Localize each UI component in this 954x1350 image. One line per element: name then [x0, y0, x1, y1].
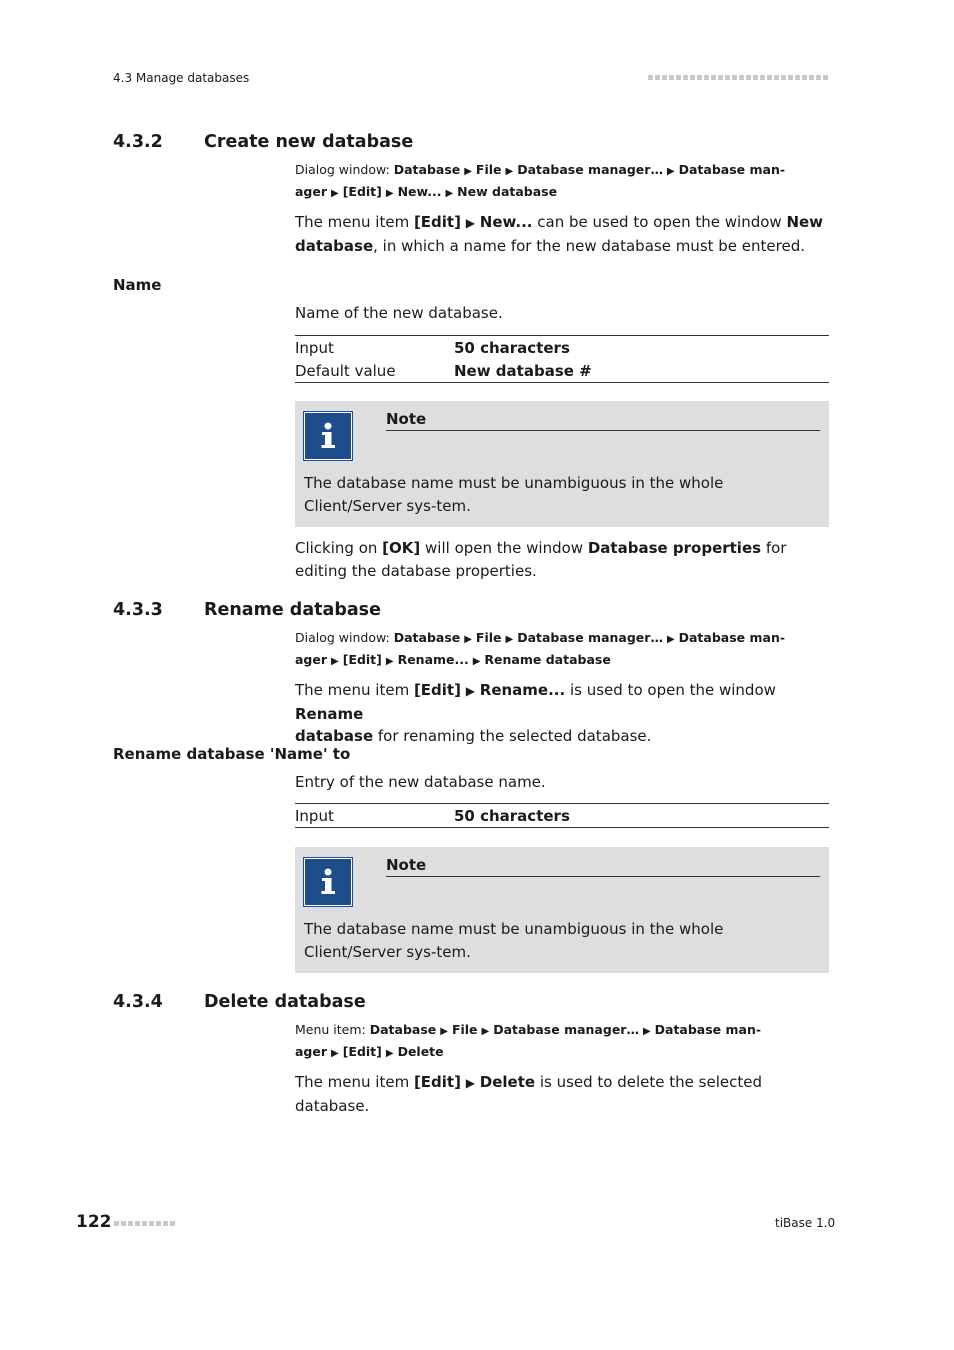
triangle-right-icon: ▶ [481, 1026, 490, 1037]
decoration-square [788, 75, 793, 80]
decoration-square [704, 75, 709, 80]
table-row: Input 50 characters [295, 338, 570, 357]
note-text: The database name must be unambiguous in the whole Client/Server sys-tem. [304, 920, 724, 961]
decoration-square [163, 1221, 168, 1226]
section-title: Delete database [204, 992, 366, 1012]
intro-paragraph: The menu item [Edit] ▶ New... can be used to open the window New database, in which a name for the new database must be entered. [295, 213, 824, 255]
decoration-square [655, 75, 660, 80]
decoration-square [725, 75, 730, 80]
decoration-square [149, 1221, 154, 1226]
menu-path: Menu item: Database ▶ File ▶ Database manager… ▶ Database man- ager ▶ [Edit] ▶ Delete [295, 1022, 762, 1059]
triangle-right-icon: ▶ [472, 656, 481, 667]
decoration-square [718, 75, 723, 80]
info-icon [304, 412, 352, 460]
triangle-right-icon: ▶ [464, 634, 472, 645]
decoration-square [114, 1221, 119, 1226]
decoration-square [767, 75, 772, 80]
triangle-right-icon: ▶ [331, 188, 339, 199]
section-number: 4.3.2 [113, 132, 163, 152]
decoration-square [774, 75, 779, 80]
decoration-square [690, 75, 695, 80]
decoration-square [156, 1221, 161, 1226]
decoration-square [753, 75, 758, 80]
page-number: 122 [76, 1212, 112, 1232]
running-head: 4.3 Manage databases [113, 71, 250, 85]
decoration-square [760, 75, 765, 80]
triangle-right-icon: ▶ [445, 188, 454, 199]
section-number: 4.3.4 [113, 992, 163, 1012]
decoration-square [739, 75, 744, 80]
decoration-square [648, 75, 653, 80]
decoration-square [816, 75, 821, 80]
triangle-right-icon: ▶ [465, 216, 475, 230]
decoration-square [121, 1221, 126, 1226]
header-decoration-squares [648, 75, 828, 80]
triangle-right-icon: ▶ [440, 1026, 448, 1037]
parameter-description: Entry of the new database name. [295, 773, 546, 791]
table-row: Input 50 characters [295, 806, 570, 825]
decoration-square [142, 1221, 147, 1226]
decoration-square [746, 75, 751, 80]
triangle-right-icon: ▶ [465, 1076, 475, 1090]
note-title: Note [386, 410, 820, 431]
triangle-right-icon: ▶ [331, 656, 339, 667]
triangle-right-icon: ▶ [505, 166, 514, 177]
triangle-right-icon: ▶ [331, 1048, 339, 1059]
parameter-label: Rename database 'Name' to [113, 745, 351, 763]
decoration-square [781, 75, 786, 80]
parameter-description: Name of the new database. [295, 304, 503, 322]
triangle-right-icon: ▶ [465, 684, 475, 698]
section-title: Create new database [204, 132, 414, 152]
parameter-label: Name [113, 276, 162, 294]
decoration-square [669, 75, 674, 80]
note-text: The database name must be unambiguous in the whole Client/Server sys-tem. [304, 474, 724, 515]
decoration-square [802, 75, 807, 80]
decoration-square [135, 1221, 140, 1226]
triangle-right-icon: ▶ [505, 634, 514, 645]
section-number: 4.3.3 [113, 600, 163, 620]
decoration-square [683, 75, 688, 80]
product-name: tiBase 1.0 [775, 1216, 836, 1230]
decoration-square [795, 75, 800, 80]
table-row: Default value New database # [295, 361, 592, 380]
intro-paragraph: The menu item [Edit] ▶ Rename... is used to open the window Rename database for renaming the selected database. [295, 681, 776, 745]
footer-decoration-squares [114, 1221, 175, 1226]
decoration-square [697, 75, 702, 80]
decoration-square [170, 1221, 175, 1226]
decoration-square [711, 75, 716, 80]
parameter-table [295, 335, 829, 383]
decoration-square [732, 75, 737, 80]
triangle-right-icon: ▶ [464, 166, 472, 177]
decoration-square [809, 75, 814, 80]
decoration-square [823, 75, 828, 80]
info-icon [304, 858, 352, 906]
triangle-right-icon: ▶ [385, 656, 394, 667]
parameter-table [295, 803, 829, 828]
decoration-square [662, 75, 667, 80]
triangle-right-icon: ▶ [385, 1048, 394, 1059]
decoration-square [128, 1221, 133, 1226]
intro-paragraph: The menu item [Edit] ▶ Delete is used to delete the selected database. [295, 1073, 762, 1115]
decoration-square [676, 75, 681, 80]
dialog-path: Dialog window: Database ▶ File ▶ Database manager… ▶ Database man- ager ▶ [Edit] ▶ New... ▶ New database [295, 162, 786, 199]
note-box [295, 847, 829, 973]
triangle-right-icon: ▶ [642, 1026, 651, 1037]
triangle-right-icon: ▶ [385, 188, 394, 199]
note-box [295, 401, 829, 527]
section-title: Rename database [204, 600, 381, 620]
note-title: Note [386, 856, 820, 877]
dialog-path: Dialog window: Database ▶ File ▶ Database manager… ▶ Database man- ager ▶ [Edit] ▶ Rename... ▶ Rename database [295, 630, 786, 667]
after-paragraph: Clicking on [OK] will open the window Database properties for editing the database properties. [295, 539, 787, 580]
triangle-right-icon: ▶ [666, 634, 675, 645]
triangle-right-icon: ▶ [666, 166, 675, 177]
